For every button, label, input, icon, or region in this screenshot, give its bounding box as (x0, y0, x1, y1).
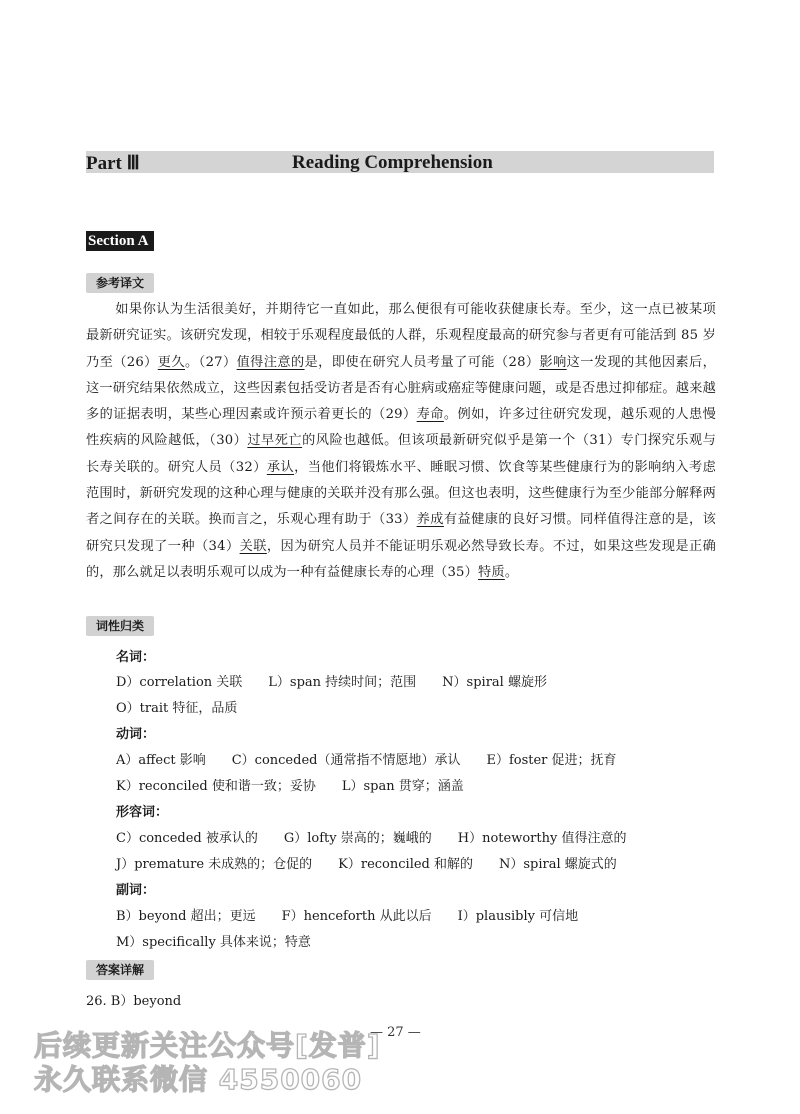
answer-underline: 承认 (266, 459, 295, 475)
translation-paragraph (86, 297, 716, 586)
part-title: Reading Comprehension (292, 152, 493, 173)
word-row (116, 775, 490, 794)
word-row (116, 827, 652, 846)
text-segment: 是，即使在研究人员考量了可能（28） (304, 354, 540, 370)
text-segment: 这一发现的其他因素后，这一研究结果依然成立，这些因素包括受访者是否有心脏病或癌症等健康问题，或是否患过抑郁症。越来越多的证据表明，某些心理因素或许预示着更长的（29） (86, 354, 717, 423)
word-row (116, 905, 604, 924)
text-segment: 。例如，许多过往研究发现，越乐观的人患慢性疾病的风险越低，（30） (86, 407, 717, 449)
word-row (116, 671, 573, 690)
word-item: K）reconciled 和解的 (338, 857, 473, 872)
adjective-label: 形容词： (116, 805, 169, 820)
word-item: C）conceded 被承认的 (116, 831, 258, 846)
text-segment: 。 (504, 564, 519, 580)
word-item: H）noteworthy 值得注意的 (457, 831, 627, 846)
part-label: Part Ⅲ (86, 153, 140, 174)
word-item: C）conceded（通常指不情愿地）承认 (231, 753, 461, 768)
answers-tag: 答案详解 (86, 960, 154, 980)
verb-label: 动词： (116, 727, 156, 742)
text-segment: 如果你认为生活很美好，并期待它一直如此，那么便很有可能收获健康长寿。至少，这一点已被某项最新研究证实。该研究发现，相较于乐观程度最低的人群，乐观程度最高的研究参与者更有可能活到 85 岁乃至（26） (86, 302, 716, 370)
answer-underline: 特质 (478, 564, 505, 580)
word-item: O）trait 特征，品质 (116, 701, 238, 716)
word-row (116, 697, 263, 716)
word-item: N）spiral 螺旋式的 (499, 857, 617, 872)
word-item: I）plausibly 可信地 (457, 909, 579, 924)
word-item: K）reconciled 使和谐一致；妥协 (116, 779, 316, 794)
word-item: N）spiral 螺旋形 (442, 675, 547, 690)
answer-underline: 养成 (416, 512, 444, 528)
answer-underline: 关联 (239, 538, 267, 554)
answer-underline: 寿命 (416, 407, 444, 423)
answer-underline: 值得注意的 (236, 354, 305, 370)
answer-underline: 更久 (157, 354, 185, 370)
word-item: F）henceforth 从此以后 (281, 909, 432, 924)
section-heading: Section A (86, 231, 154, 251)
text-segment: 有益健康的良好习惯。同样值得注意的是，该研究只发现了一种（34） (86, 512, 717, 554)
translation-tag: 参考译文 (86, 273, 154, 293)
word-item: D）correlation 关联 (116, 675, 243, 690)
answer-item: 26. B）beyond (86, 994, 182, 1009)
watermark-line: 后续更新关注公众号[发普] (34, 1029, 381, 1062)
word-item: B）beyond 超出；更远 (116, 909, 256, 924)
watermark-line: 永久联系微信 4550060 (34, 1063, 363, 1096)
word-class-tag: 词性归类 (86, 616, 154, 636)
answer-underline: 过早死亡 (247, 433, 303, 449)
word-row (116, 931, 337, 950)
word-row (116, 853, 643, 872)
word-item: G）lofty 崇高的；巍峨的 (283, 831, 432, 846)
word-item: L）span 持续时间；范围 (268, 675, 417, 690)
word-item: M）specifically 具体来说；特意 (116, 935, 311, 950)
word-item: J）premature 未成熟的；仓促的 (116, 857, 313, 872)
page-number: — 27 — (370, 1025, 421, 1040)
text-segment: ，因为研究人员并不能证明乐观必然导致长寿。不过，如果这些发现是正确的，那么就足以表明乐观可以成为一种有益健康长寿的心理（35） (86, 538, 716, 580)
adverb-label: 副词： (116, 883, 156, 898)
noun-label: 名词： (116, 650, 156, 665)
text-segment: 。（27） (184, 354, 237, 370)
word-item: E）foster 促进；抚育 (486, 753, 617, 768)
word-row (116, 749, 643, 768)
word-item: L）span 贯穿；涵盖 (341, 779, 464, 794)
text-segment: 的风险也越低。但该项最新研究似乎是第一个（31）专门探究乐观与长寿关联的。研究人员（32） (86, 433, 716, 475)
answer-underline: 影响 (539, 354, 567, 370)
word-item: A）affect 影响 (116, 753, 206, 768)
text-segment: ，当他们将锻炼水平、睡眠习惯、饮食等某些健康行为的影响纳入考虑范围时，新研究发现的这种心理与健康的关联并没有那么强。但这也表明，这些健康行为至少能部分解释两者之间存在的关联。换而言之，乐观心理有助于（33） (86, 459, 716, 528)
